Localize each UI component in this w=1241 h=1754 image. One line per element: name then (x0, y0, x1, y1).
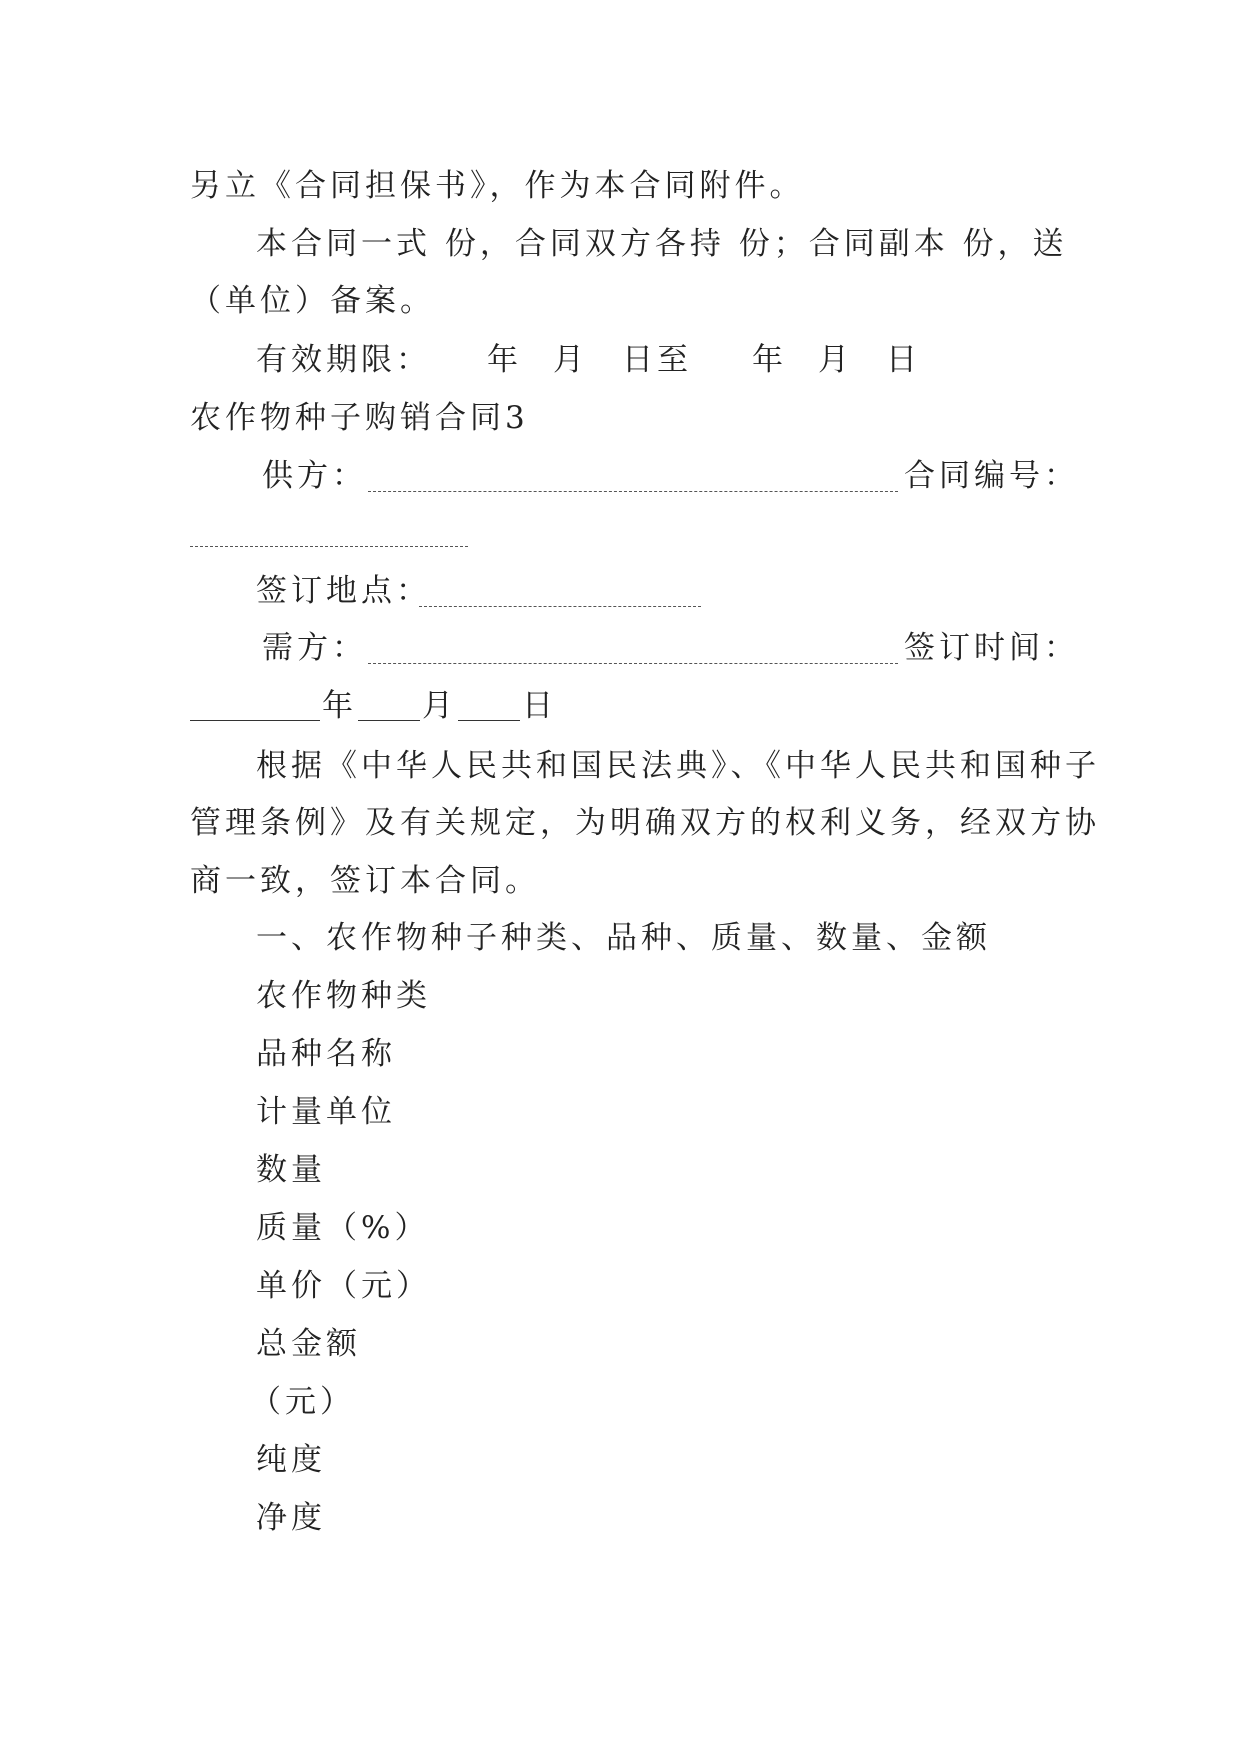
list-item: 纯度 (256, 1442, 326, 1478)
paragraph-basis: 根据《中华人民共和国民法典》、《中华人民共和国种子 (256, 748, 1100, 784)
validity-month-start: 月 (553, 342, 588, 378)
list-item: 净度 (256, 1500, 326, 1536)
list-item: 单价（元） (256, 1268, 431, 1304)
validity-year-start: 年 (487, 342, 522, 378)
validity-year-end: 年 (752, 342, 787, 378)
day-label: 日 (522, 688, 557, 724)
list-item: 农作物种类 (256, 978, 431, 1014)
year-blank (190, 720, 320, 721)
list-item: 质量（%） (256, 1210, 430, 1246)
contract-no-label: 合同编号： (904, 458, 1079, 494)
sign-time-label: 签订时间： (904, 630, 1079, 666)
paragraph-basis-cont2: 商一致，签订本合同。 (190, 863, 540, 899)
paragraph-guarantee: 另立《合同担保书》，作为本合同附件。 (190, 168, 805, 204)
sign-place-label: 签订地点： (256, 573, 431, 609)
buyer-label: 需方： (262, 630, 367, 666)
section-heading-1: 一、农作物种子种类、品种、质量、数量、金额 (256, 920, 991, 956)
month-label: 月 (422, 688, 457, 724)
month-blank (358, 720, 420, 721)
validity-month-end: 月 (818, 342, 853, 378)
sign-place-blank (419, 606, 701, 607)
supplier-blank (368, 491, 898, 492)
list-item: 品种名称 (256, 1036, 396, 1072)
buyer-blank (368, 663, 898, 664)
paragraph-copies-cont: （单位）备案。 (190, 283, 435, 319)
list-item: 数量 (256, 1152, 326, 1188)
contract-title: 农作物种子购销合同3 (190, 400, 529, 436)
list-item: 计量单位 (256, 1094, 396, 1130)
supplier-label: 供方： (262, 458, 367, 494)
paragraph-copies: 本合同一式 份，合同双方各持 份；合同副本 份，送 (256, 226, 1068, 262)
list-item: （元） (250, 1384, 355, 1420)
year-label: 年 (322, 688, 357, 724)
day-blank (458, 720, 520, 721)
validity-label: 有效期限： (256, 342, 431, 378)
paragraph-basis-cont1: 管理条例》及有关规定，为明确双方的权利义务，经双方协 (190, 805, 1100, 841)
validity-day-end: 日 (886, 342, 921, 378)
list-item: 总金额 (256, 1326, 361, 1362)
contract-no-blank (190, 546, 468, 547)
validity-day-start: 日至 (622, 342, 692, 378)
